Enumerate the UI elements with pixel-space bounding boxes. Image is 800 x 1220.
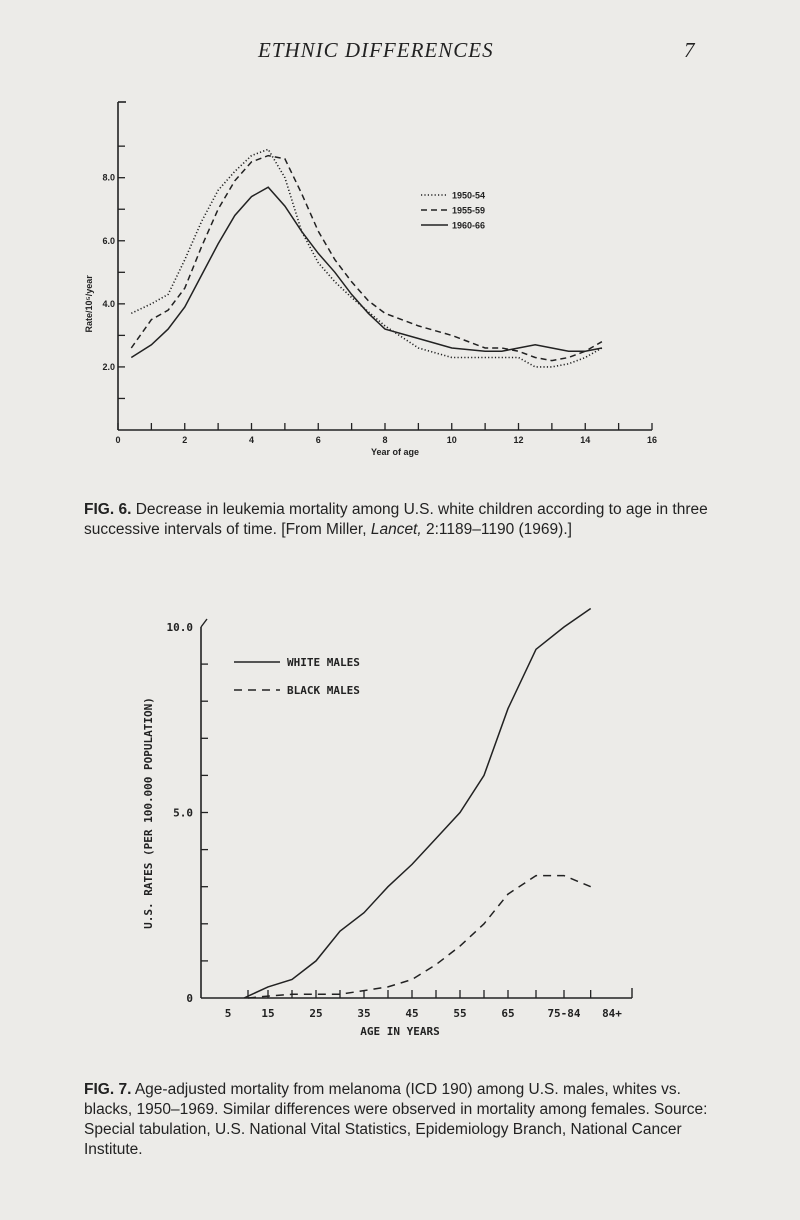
fig6-x-tick-label: 0: [115, 435, 121, 445]
fig7-caption-label: FIG. 7.: [84, 1081, 132, 1098]
fig6-caption-label: FIG. 6.: [84, 501, 132, 518]
fig6-legend-label: 1950-54: [452, 190, 486, 201]
fig6-caption-journal: Lancet,: [370, 521, 422, 538]
fig7-x-tick-label: 45: [405, 1007, 419, 1020]
fig6-x-tick-label: 8: [382, 435, 388, 445]
fig7-x-tick-label: 35: [357, 1007, 371, 1020]
page-number: 7: [684, 38, 695, 62]
running-title: ETHNIC DIFFERENCES: [258, 38, 494, 62]
fig7-x-tick-label: 15: [261, 1007, 275, 1020]
fig6-legend-label: 1955-59: [452, 205, 486, 216]
fig6-y-tick-label: 8.0: [102, 172, 115, 183]
fig6-caption-tail: 2:1189–1190 (1969).]: [421, 521, 572, 538]
fig7-caption: [84, 1080, 724, 1160]
fig6-x-tick-label: 14: [580, 435, 591, 445]
fig6-x-tick-label: 2: [182, 435, 188, 445]
fig7-series-line: [248, 876, 591, 998]
fig7-y-axis-cap: [201, 619, 207, 627]
fig6-x-tick-label: 12: [513, 435, 524, 445]
fig6-y-axis-label: Rate/10⁵/year: [84, 275, 94, 333]
fig6-caption-text: Decrease in leukemia mortality among U.S. white children according to age in three successive intervals of time. [From Miller,: [84, 501, 708, 538]
fig6-y-tick-label: 2.0: [102, 361, 115, 372]
fig7-x-tick-label: 84+: [602, 1007, 622, 1020]
fig7-y-tick-label: 10.0: [166, 621, 193, 634]
fig6-y-tick-label: 6.0: [102, 235, 115, 246]
fig7-x-tick-label: 65: [501, 1007, 515, 1020]
fig7-y-tick-label: 5.0: [173, 806, 193, 820]
fig6-y-tick-label: 4.0: [102, 298, 115, 309]
fig6-x-tick-label: 16: [646, 435, 658, 445]
fig7-y-axis-label: U.S. RATES (PER 100.000 POPULATION): [142, 697, 155, 929]
fig6-x-tick-label: 10: [446, 435, 457, 445]
fig7-y-tick-label: 0: [186, 992, 193, 1005]
fig6-x-axis-label: Year of age: [370, 447, 420, 457]
fig6-x-tick-label: 4: [248, 435, 255, 445]
fig7-caption-text: Age-adjusted mortality from melanoma (ICD 190) among U.S. males, whites vs. blacks, 1950–1969. Similar differences were observed in mortality among females. Source: Special tabulation, U.S. National Vital Statistics, Epidemiology Branch, National Cancer Institute.: [84, 1081, 708, 1158]
fig7-x-tick-label: 5: [224, 1007, 232, 1020]
fig7-legend-label: BLACK MALES: [287, 684, 360, 697]
fig7-x-tick-label: 55: [453, 1007, 467, 1020]
fig7-x-tick-label: 75-84: [547, 1007, 581, 1020]
fig7-x-tick-label: 25: [309, 1007, 323, 1020]
fig7-x-axis-label: AGE IN YEARS: [360, 1025, 440, 1038]
fig6-x-tick-label: 6: [315, 435, 321, 445]
fig6-legend-label: 1960-66: [452, 220, 486, 231]
fig7-legend-label: WHITE MALES: [287, 656, 360, 669]
